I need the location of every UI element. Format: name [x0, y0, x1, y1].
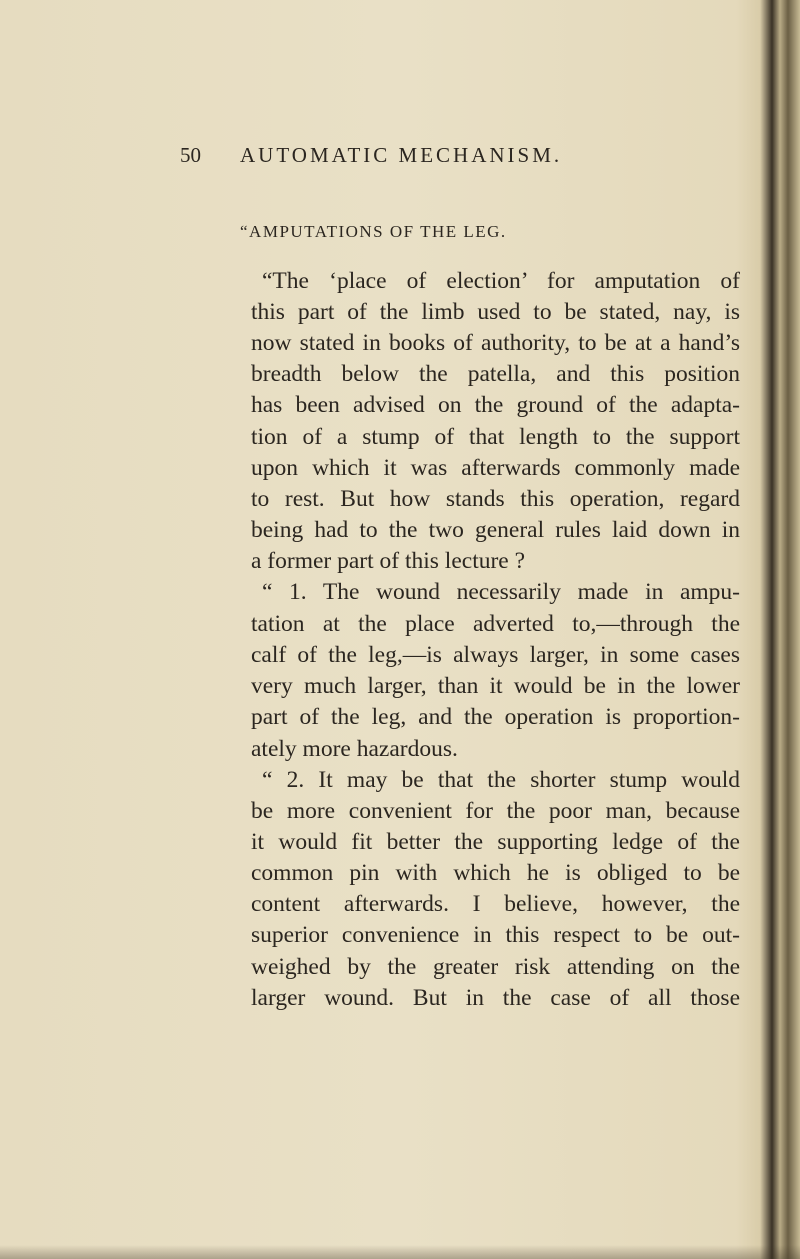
text-line: content afterwards. I believe, however, the [251, 891, 740, 917]
text-line: breadth below the patella, and this position [251, 361, 740, 387]
text-line: superior convenience in this respect to be out- [251, 922, 740, 948]
text-line: larger wound. But in the case of all those [251, 985, 740, 1011]
text-line: be more convenient for the poor man, because [251, 798, 740, 824]
text-line: calf of the leg,—is always larger, in some cases [251, 642, 740, 668]
text-line: tion of a stump of that length to the support [251, 424, 740, 450]
text-line: part of the leg, and the operation is proportion- [251, 704, 740, 730]
text-line: to rest. But how stands this operation, regard [251, 486, 740, 512]
text-line: common pin with which he is obliged to be [251, 860, 740, 886]
text-line: now stated in books of authority, to be at a hand’s [251, 330, 740, 356]
text-line: a former part of this lecture ? [251, 548, 526, 574]
text-line: very much larger, than it would be in the lower [251, 673, 740, 699]
text-line: this part of the limb used to be stated, nay, is [251, 299, 740, 325]
text-line: being had to the two general rules laid down in [251, 517, 740, 543]
text-line: “The ‘place of election’ for amputation of [262, 268, 740, 294]
text-line: weighed by the greater risk attending on the [251, 954, 740, 980]
page-edge-shadow [0, 1245, 800, 1259]
page-number: 50 [180, 143, 201, 167]
text-line: “ 1. The wound necessarily made in ampu- [262, 579, 740, 605]
text-line: tation at the place adverted to,—through the [251, 611, 740, 637]
running-title: AUTOMATIC MECHANISM. [240, 143, 563, 167]
section-heading: “AMPUTATIONS OF THE LEG. [240, 222, 507, 241]
text-line: ately more hazardous. [251, 736, 458, 762]
text-line: has been advised on the ground of the adapta- [251, 392, 740, 418]
text-line: “ 2. It may be that the shorter stump would [262, 767, 740, 793]
text-line: upon which it was afterwards commonly made [251, 455, 740, 481]
text-line: it would fit better the supporting ledge of the [251, 829, 740, 855]
